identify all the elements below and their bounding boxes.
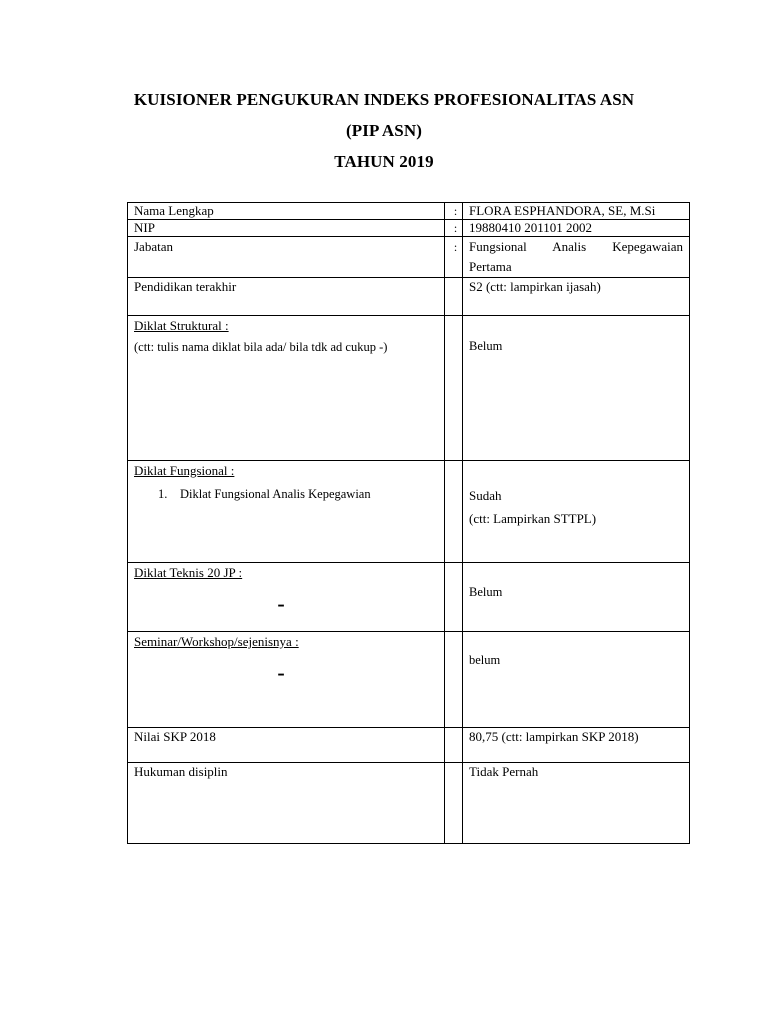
value-diklat-struktural: Belum: [469, 339, 503, 353]
colon-separator: :: [445, 220, 463, 237]
row-diklat-struktural: [128, 316, 690, 461]
cell-diklat-teknis: [128, 563, 445, 632]
value-pendidikan: S2 (ctt: lampirkan ijasah): [463, 278, 690, 316]
note-diklat-struktural: (ctt: tulis nama diklat bila ada/ bila tdk ad cukup -): [134, 340, 388, 354]
dash-seminar: -: [277, 660, 285, 685]
colon-cell-empty: [445, 563, 463, 632]
label-diklat-struktural: Diklat Struktural :: [134, 318, 229, 333]
cell-seminar: [128, 632, 445, 728]
value-nama-lengkap: FLORA ESPHANDORA, SE, M.Si: [463, 203, 690, 220]
value-jabatan-line1: Fungsional Analis Kepegawaian: [469, 239, 683, 254]
colon-cell-empty: [445, 728, 463, 763]
row-jabatan: [128, 237, 690, 278]
list-item: [134, 487, 438, 502]
value-nip: 19880410 201101 2002: [463, 220, 690, 237]
list-item-number: 1.: [158, 487, 168, 501]
label-nama-lengkap: Nama Lengkap: [128, 203, 445, 220]
cell-value-diklat-teknis: [463, 563, 690, 632]
value-hukuman-disiplin: Tidak Pernah: [463, 763, 690, 844]
row-seminar: [128, 632, 690, 728]
row-nip: [128, 220, 690, 237]
value-jabatan-line2: Pertama: [469, 259, 512, 274]
value-jabatan: [463, 237, 690, 278]
colon-separator: :: [445, 237, 463, 278]
row-diklat-fungsional: [128, 461, 690, 563]
colon-cell-empty: [445, 278, 463, 316]
document-title: KUISIONER PENGUKURAN INDEKS PROFESIONALITAS ASN: [133, 90, 635, 109]
cell-value-diklat-struktural: [463, 316, 690, 461]
list-item-text: Diklat Fungsional Analis Kepegawian: [180, 487, 371, 501]
cell-diklat-struktural: [128, 316, 445, 461]
value-diklat-teknis: Belum: [469, 585, 503, 599]
label-nilai-skp: Nilai SKP 2018: [128, 728, 445, 763]
document-year: TAHUN 2019: [334, 152, 434, 171]
value-nilai-skp: 80,75 (ctt: lampirkan SKP 2018): [463, 728, 690, 763]
label-seminar: Seminar/Workshop/sejenisnya :: [134, 634, 299, 649]
cell-value-seminar: [463, 632, 690, 728]
row-nilai-skp: [128, 728, 690, 763]
row-diklat-teknis: [128, 563, 690, 632]
colon-separator: :: [445, 203, 463, 220]
colon-cell-empty: [445, 316, 463, 461]
colon-cell-empty: [445, 763, 463, 844]
label-hukuman-disiplin: Hukuman disiplin: [128, 763, 445, 844]
value-diklat-fungsional: Sudah: [469, 488, 502, 503]
colon-cell-empty: [445, 632, 463, 728]
label-jabatan: Jabatan: [128, 237, 445, 278]
questionnaire-table: [127, 202, 690, 844]
cell-value-diklat-fungsional: [463, 461, 690, 563]
row-nama-lengkap: [128, 203, 690, 220]
label-nip: NIP: [128, 220, 445, 237]
label-diklat-teknis: Diklat Teknis 20 JP :: [134, 565, 243, 580]
row-pendidikan: [128, 278, 690, 316]
value-diklat-fungsional-note: (ctt: Lampirkan STTPL): [469, 511, 597, 526]
cell-diklat-fungsional: [128, 461, 445, 563]
dash-diklat-teknis: -: [277, 591, 285, 616]
value-seminar: belum: [469, 653, 501, 667]
label-diklat-fungsional: Diklat Fungsional :: [134, 463, 235, 478]
row-hukuman-disiplin: [128, 763, 690, 844]
colon-cell-empty: [445, 461, 463, 563]
label-pendidikan: Pendidikan terakhir: [128, 278, 445, 316]
document-subtitle: (PIP ASN): [346, 121, 422, 140]
